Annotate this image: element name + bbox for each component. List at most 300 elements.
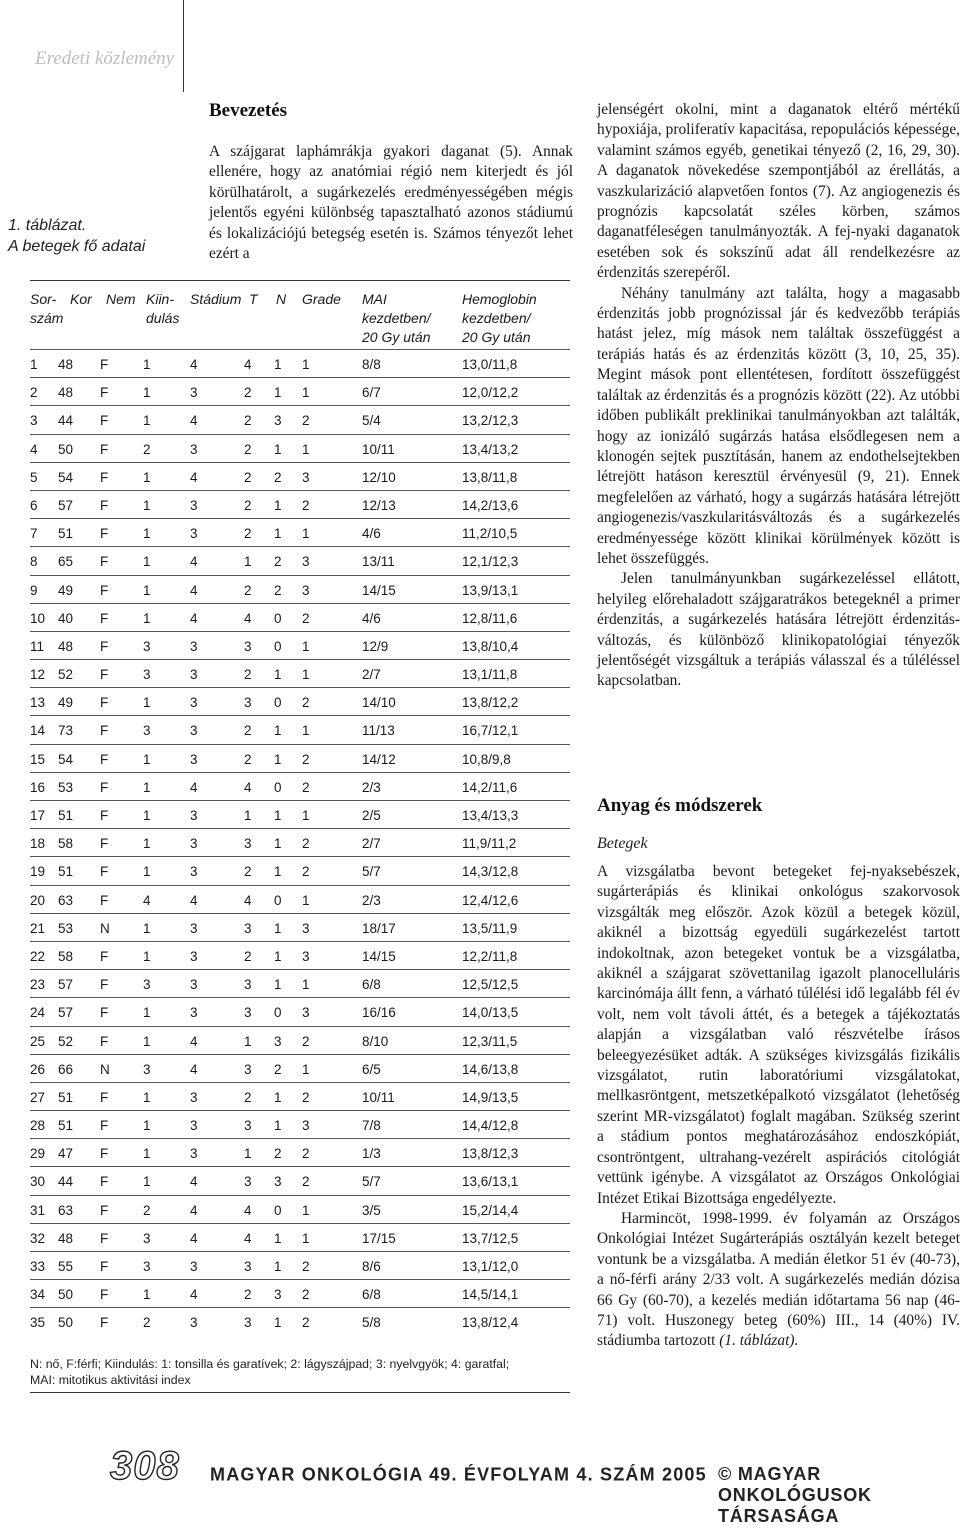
table-cell: 13,9/13,1 (462, 582, 519, 598)
table-cell: 14 (30, 723, 46, 739)
header-nem: Nem (106, 291, 136, 307)
table-cell: F (100, 948, 109, 964)
table-cell: 17 (30, 808, 46, 823)
header-sorszam: Sor- szám (30, 291, 64, 326)
table-cell: F (100, 723, 109, 739)
table-cell: 3 (143, 1061, 151, 1077)
header-n: N (276, 291, 287, 307)
table-cell: 3 (244, 1118, 252, 1134)
table-cell: 2 (244, 582, 252, 598)
table-row (30, 659, 570, 687)
table-cell: 2/3 (362, 892, 381, 908)
table-cell: 3 (190, 1146, 198, 1162)
table-cell: 2 (244, 667, 252, 683)
table-top-rule (30, 280, 570, 281)
table-cell: 1 (302, 723, 310, 739)
table-cell: 3 (190, 751, 198, 767)
table-cell: 12,8/11,6 (462, 610, 518, 626)
table-cell: 13,8/12,2 (462, 695, 519, 711)
table-cell: 13,1/11,8 (462, 667, 518, 683)
table-row (30, 941, 570, 969)
table-cell: 3 (190, 441, 198, 457)
table-cell: 3 (190, 948, 198, 964)
table-cell: 3 (143, 723, 151, 739)
table-cell: 1 (143, 920, 151, 936)
table-cell: 3 (143, 1259, 151, 1274)
table-cell: 1 (274, 948, 282, 964)
table-cell: 1 (274, 920, 282, 936)
table-cell: 1 (143, 413, 151, 429)
table-cell: 2 (302, 836, 310, 852)
table-cell: 2 (302, 1146, 310, 1162)
table-cell: 1 (302, 808, 310, 823)
table-cell: F (100, 413, 109, 429)
intro-text (209, 142, 573, 264)
table-cell: 3 (190, 836, 198, 852)
table-row (30, 856, 570, 884)
table-cell: 3 (244, 977, 252, 993)
table-cell: 53 (58, 779, 74, 795)
table-row (30, 885, 570, 913)
table-cell: 15 (30, 751, 46, 767)
table-cell: F (100, 638, 109, 654)
table-cell: 2 (302, 413, 310, 429)
table-cell: 2 (302, 497, 310, 513)
table-cell: 3 (190, 1005, 198, 1021)
copyright: © MAGYAR ONKOLÓGUSOK TÁRSASÁGA (718, 1464, 872, 1526)
table-cell: 3 (302, 469, 310, 485)
table-cell: F (100, 1005, 109, 1021)
table-cell: 1 (143, 469, 151, 485)
table-cell: 2 (302, 751, 310, 767)
table-cell: 3/5 (362, 1202, 381, 1218)
table-cell: 2 (274, 469, 282, 485)
table-cell: F (100, 1202, 109, 1218)
table-cell: 5 (30, 469, 38, 485)
table-cell: 2 (143, 441, 151, 457)
table-cell: 2 (302, 1287, 310, 1303)
table-cell: 51 (58, 1089, 74, 1105)
table-cell: 4 (244, 779, 252, 795)
table-cell: 11,2/10,5 (462, 526, 518, 542)
table-cell: 4 (190, 554, 198, 570)
table-cell: 13,7/12,5 (462, 1230, 519, 1246)
table-cell: 13,8/12,3 (462, 1146, 519, 1162)
table-cell: 8 (30, 554, 38, 570)
table-caption (8, 215, 145, 257)
table-cell: 12,0/12,2 (462, 385, 519, 401)
table-cell: 4 (244, 1230, 252, 1246)
table-cell: 12 (30, 667, 46, 683)
footnote-line-2: MAI: mitotikus aktivitási index (30, 1373, 191, 1387)
table-cell: 1 (244, 1146, 252, 1162)
table-cell: 4 (30, 441, 38, 457)
table-cell: 1 (143, 779, 151, 795)
table-cell: 4 (244, 1202, 252, 1218)
table-cell: 23 (30, 977, 46, 993)
table-cell: 2 (244, 385, 252, 401)
table-row (30, 575, 570, 603)
table-cell: 2 (302, 864, 310, 880)
table-cell: 13,4/13,3 (462, 808, 519, 823)
table-cell: 1 (244, 808, 252, 823)
table-cell: 1 (143, 751, 151, 767)
table-cell: 34 (30, 1287, 46, 1303)
table-cell: 0 (274, 638, 282, 654)
table-cell: F (100, 1033, 109, 1049)
table-cell: 3 (143, 1230, 151, 1246)
table-cell: 58 (58, 836, 74, 852)
table-cell: 2 (143, 1315, 151, 1331)
table-cell: 7/8 (362, 1118, 381, 1134)
table-cell: F (100, 1174, 109, 1190)
table-cell: 1 (302, 638, 310, 654)
table-cell: 1 (302, 1202, 310, 1218)
table-cell: 1/3 (362, 1146, 381, 1162)
table-cell: 4 (190, 582, 198, 598)
table-cell: 1 (274, 385, 282, 401)
table-row (30, 518, 570, 546)
table-row (30, 1279, 570, 1307)
table-cell: 2 (274, 582, 282, 598)
table-cell: 28 (30, 1118, 46, 1134)
table-cell: 1 (143, 582, 151, 598)
journal-name: MAGYAR ONKOLÓGIA 49. ÉVFOLYAM 4. SZÁM 2005 (210, 1463, 707, 1485)
table-cell: 2 (244, 497, 252, 513)
right-column-top (597, 100, 960, 692)
table-cell: 1 (274, 1259, 282, 1274)
table-cell: 10,8/9,8 (462, 751, 511, 767)
table-row (30, 377, 570, 405)
table-cell: 16,7/12,1 (462, 723, 519, 739)
paragraph-2: Néhány tanulmány azt találta, hogy a magasabb érdenzitás jobb prognózissal jár és kedvezőbb terápiás hatást jelez, míg mások nem találtak összefüggést a terápiás hatás és az érdenzitás között (3, 10, 25, 35). Megint mások pont ellentétesen, fordított összefüggést találtak az érdenzitás és a prognózis között (22). Az utóbbi időben publikált preklinikai tanulmányokban azt találták, hogy az ionizáló sugárzás hatása elsődlegesen nem a klonogén sejtek pusztításán, hanem az endothelsejtekben létrejött hatáson keresztül érvényesül (9, 21). Ennek megfelelően az várható, hogy a sugárzás hatására létrejött angiogenezis/vaszkularitásváltozás és a sugárkezelés eredményessége között klinikai körülmények között is lehet összefüggés. (597, 284, 960, 567)
table-cell: 40 (58, 610, 74, 626)
table-cell: 1 (244, 554, 252, 570)
table-cell: 13 (30, 695, 46, 711)
header-divider (183, 0, 184, 92)
table-row (30, 1195, 570, 1223)
table-cell: 2/3 (362, 779, 381, 795)
table-row (30, 715, 570, 743)
table-cell: 54 (58, 469, 74, 485)
table-cell: 1 (143, 836, 151, 852)
table-cell: 3 (244, 638, 252, 654)
table-cell: F (100, 892, 109, 908)
table-cell: 1 (244, 1033, 252, 1049)
table-cell: 1 (302, 385, 310, 401)
table-cell: F (100, 836, 109, 852)
table-cell: 63 (58, 892, 74, 908)
table-cell: 1 (274, 977, 282, 993)
table-cell: 3 (244, 920, 252, 936)
table-cell: 14/15 (362, 582, 396, 598)
table-cell: 2 (244, 413, 252, 429)
table-cell: 3 (302, 948, 310, 964)
table-reference[interactable]: (1. táblázat). (719, 1332, 799, 1350)
table-cell: 2 (302, 1033, 310, 1049)
table-cell: 2 (30, 385, 38, 401)
table-row (30, 800, 570, 828)
table-cell: 4 (190, 1061, 198, 1077)
table-cell: 0 (274, 779, 282, 795)
table-cell: 4 (190, 357, 198, 372)
table-cell: 14/15 (362, 948, 396, 964)
table-cell: 3 (143, 977, 151, 993)
paragraph-4: A vizsgálatba bevont betegeket fej-nyaksebészek, sugárterápiás és klinikai onkológus szakorvosok vizsgálták meg először. Azok közül a betegek közül, akiknél a bizottság egyedüli sugárkezelést tartott indokoltnak, azon betegeket vontuk be a vizsgálatba, akiknél a szájgarat szövettanilag igazolt planocelluláris karcinómája állt fenn, a várható túlélési idő legalább fél év volt, nem volt távoli áttét, és a betegek a tájékoztatás alapján a vizsgálatban való részvételbe írásos beleegyezésüket adták. A szükséges kivizsgálás fizikális vizsgálatot, rutin laboratóriumi vizsgálatokat, mellkasröntgent, metszetképalkotó vizsgálatot (lehetőség szerint MR-vizsgálatot) foglalt magában. Szükség szerint a stádium pontos meghatározásához endoszkópiát, csontröntgent, ultrahang-vezérelt aspirációs citológiát vettünk igénybe. A vizsgálatot az Országos Onkológiai Intézet Etikai Bizottsága engedélyezte. (597, 863, 960, 1207)
table-cell: F (100, 1089, 109, 1105)
table-cell: F (100, 1146, 109, 1162)
patients-subheading: Betegek (597, 835, 648, 852)
table-row (30, 1110, 570, 1138)
table-cell: 3 (190, 667, 198, 683)
table-row (30, 631, 570, 659)
header-stadium: Stádium (190, 291, 242, 307)
table-cell: 3 (190, 638, 198, 654)
table-cell: 57 (58, 1005, 74, 1021)
table-body (30, 349, 570, 1336)
table-row (30, 490, 570, 518)
table-cell: 4/6 (362, 610, 381, 626)
table-cell: 12/10 (362, 469, 396, 485)
table-row (30, 405, 570, 433)
table-cell: 13,6/13,1 (462, 1174, 519, 1190)
table-row (30, 1138, 570, 1166)
table-cell: F (100, 385, 109, 401)
table-cell: 2/7 (362, 836, 381, 852)
table-cell: 4 (190, 1174, 198, 1190)
header-t: T (249, 291, 258, 307)
table-cell: 14,0/13,5 (462, 1005, 519, 1021)
table-cell: F (100, 1230, 109, 1246)
table-cell: 54 (58, 751, 74, 767)
table-cell: 3 (190, 1089, 198, 1105)
table-cell: 6/8 (362, 1287, 381, 1303)
table-cell: 1 (302, 357, 310, 372)
table-cell: 1 (302, 1061, 310, 1077)
table-cell: 1 (143, 554, 151, 570)
table-cell: 2 (244, 469, 252, 485)
table-cell: 47 (58, 1146, 74, 1162)
table-row (30, 997, 570, 1025)
table-cell: 49 (58, 695, 74, 711)
table-cell: 1 (143, 948, 151, 964)
table-row (30, 744, 570, 772)
table-row (30, 1251, 570, 1279)
table-cell: 1 (143, 357, 151, 372)
table-row (30, 1223, 570, 1251)
table-cell: 3 (244, 695, 252, 711)
table-cell: 3 (244, 1174, 252, 1190)
table-cell: 4 (190, 892, 198, 908)
table-cell: 4 (244, 357, 252, 372)
right-column-bottom (597, 862, 960, 1352)
table-cell: 1 (274, 497, 282, 513)
table-cell: 51 (58, 808, 74, 823)
table-cell: 6 (30, 497, 38, 513)
table-cell: 10 (30, 610, 46, 626)
table-cell: 14/12 (362, 751, 396, 767)
table-cell: 1 (143, 1118, 151, 1134)
table-cell: 12/13 (362, 497, 396, 513)
table-cell: 1 (143, 610, 151, 626)
table-cell: 7 (30, 526, 38, 542)
table-cell: 3 (190, 1118, 198, 1134)
table-cell: 66 (58, 1061, 74, 1077)
table-cell: 24 (30, 1005, 46, 1021)
table-cell: 9 (30, 582, 38, 598)
table-cell: 14,4/12,8 (462, 1118, 519, 1134)
table-cell: F (100, 779, 109, 795)
table-cell: 1 (143, 695, 151, 711)
table-cell: 1 (302, 441, 310, 457)
table-cell: 5/4 (362, 413, 381, 429)
table-cell: 2 (244, 441, 252, 457)
table-cell: 1 (143, 1146, 151, 1162)
table-cell: N (100, 1061, 110, 1077)
table-cell: 13/11 (362, 554, 395, 570)
table-cell: 2 (302, 1259, 310, 1274)
table-cell: 1 (274, 751, 282, 767)
table-cell: 4 (190, 1033, 198, 1049)
table-row (30, 772, 570, 800)
table-cell: 32 (30, 1230, 46, 1246)
table-cell: 3 (302, 554, 310, 570)
table-cell: 3 (244, 1315, 252, 1331)
table-cell: 14,9/13,5 (462, 1089, 519, 1105)
table-cell: 3 (190, 497, 198, 513)
table-row (30, 434, 570, 462)
table-cell: 3 (190, 977, 198, 993)
table-cell: 51 (58, 864, 74, 880)
table-cell: 13,5/11,9 (462, 920, 518, 936)
table-cell: 3 (190, 385, 198, 401)
table-cell: 14,5/14,1 (462, 1287, 519, 1303)
table-cell: 52 (58, 1033, 74, 1049)
table-cell: 12,1/12,3 (462, 554, 519, 570)
table-cell: 3 (30, 413, 38, 429)
table-cell: F (100, 469, 109, 485)
table-cell: 10/11 (362, 1089, 395, 1105)
table-cell: 3 (143, 638, 151, 654)
table-cell: 57 (58, 977, 74, 993)
table-cell: 2 (302, 1089, 310, 1105)
table-cell: 3 (190, 526, 198, 542)
table-cell: 6/7 (362, 385, 381, 401)
table-cell: 4 (190, 469, 198, 485)
table-cell: 3 (302, 1005, 310, 1021)
intro-paragraph: A szájgarat laphámrákja gyakori daganat (5). Annak ellenére, hogy az anatómiai régió nem kiterjedt és jól körülhatárolt, a sugárkezelés eredményességében mégis jelentős egyéni különbség tapasztalható azonos stádiumú és lokalizációjú betegség esetén is. Számos tényezőt lehet ezért a (209, 143, 573, 263)
table-row (30, 546, 570, 574)
page-number: 308 (110, 1444, 180, 1488)
table-cell: 2 (302, 779, 310, 795)
table-cell: 50 (58, 1287, 74, 1303)
table-cell: 12/9 (362, 638, 389, 654)
table-cell: 1 (274, 836, 282, 852)
table-cell: 3 (190, 920, 198, 936)
table-cell: 1 (274, 441, 282, 457)
table-cell: 3 (190, 808, 198, 823)
table-cell: 4 (190, 1230, 198, 1246)
table-cell: F (100, 1118, 109, 1134)
table-cell: 10/11 (362, 441, 395, 457)
table-cell: 29 (30, 1146, 46, 1162)
table-cell: 44 (58, 1174, 74, 1190)
table-cell: 1 (143, 1089, 151, 1105)
table-cell: 14,6/13,8 (462, 1061, 519, 1077)
table-cell: 1 (143, 1005, 151, 1021)
table-cell: 2 (274, 1061, 282, 1077)
header-kiindulas: Kiin- dulás (146, 291, 180, 326)
table-cell: 1 (274, 357, 282, 372)
table-cell: N (100, 920, 110, 936)
table-bottom-rule (30, 1392, 570, 1393)
table-cell: F (100, 582, 109, 598)
table-row (30, 603, 570, 631)
table-row (30, 1082, 570, 1110)
table-cell: 2 (244, 948, 252, 964)
table-cell: 13,0/11,8 (462, 357, 518, 372)
table-row (30, 1307, 570, 1335)
table-cell: 11/13 (362, 723, 395, 739)
table-cell: 3 (302, 1118, 310, 1134)
table-cell: 4 (190, 1287, 198, 1303)
table-cell: 18/17 (362, 920, 396, 936)
table-cell: 1 (274, 1315, 282, 1331)
table-cell: 3 (190, 695, 198, 711)
table-cell: 13,2/12,3 (462, 413, 519, 429)
table-cell: F (100, 1259, 109, 1274)
table-row (30, 349, 570, 377)
table-cell: F (100, 864, 109, 880)
table-cell: 50 (58, 1315, 74, 1331)
table-row (30, 1026, 570, 1054)
table-caption-number: 1. táblázat. (8, 217, 87, 234)
table-cell: F (100, 667, 109, 683)
table-cell: 0 (274, 610, 282, 626)
table-cell: 12,2/11,8 (462, 948, 518, 964)
table-cell: 30 (30, 1174, 46, 1190)
table-cell: F (100, 977, 109, 993)
table-cell: 17/15 (362, 1230, 396, 1246)
table-cell: F (100, 526, 109, 542)
table-cell: 2 (143, 1202, 151, 1218)
table-cell: F (100, 808, 109, 823)
table-cell: 3 (302, 582, 310, 598)
table-cell: 6/5 (362, 1061, 381, 1077)
table-cell: 8/6 (362, 1259, 381, 1274)
table-cell: 12,5/12,5 (462, 977, 519, 993)
table-cell: 15,2/14,4 (462, 1202, 519, 1218)
table-cell: 1 (274, 1089, 282, 1105)
table-cell: 1 (302, 1230, 310, 1246)
table-cell: 55 (58, 1259, 74, 1274)
table-cell: 21 (30, 920, 46, 936)
table-cell: 14,3/12,8 (462, 864, 519, 880)
table-cell: 1 (274, 1118, 282, 1134)
table-cell: 1 (302, 977, 310, 993)
table-cell: 13,8/10,4 (462, 638, 519, 654)
table-cell: F (100, 695, 109, 711)
table-cell: 18 (30, 836, 46, 852)
intro-heading: Bevezetés (209, 100, 288, 121)
table-cell: 16/16 (362, 1005, 396, 1021)
table-cell: 12,3/11,5 (462, 1033, 518, 1049)
header-kor: Kor (70, 291, 92, 307)
table-cell: 48 (58, 357, 74, 372)
table-cell: 11,9/11,2 (462, 836, 517, 852)
table-cell: 1 (274, 1230, 282, 1246)
table-row (30, 1166, 570, 1194)
